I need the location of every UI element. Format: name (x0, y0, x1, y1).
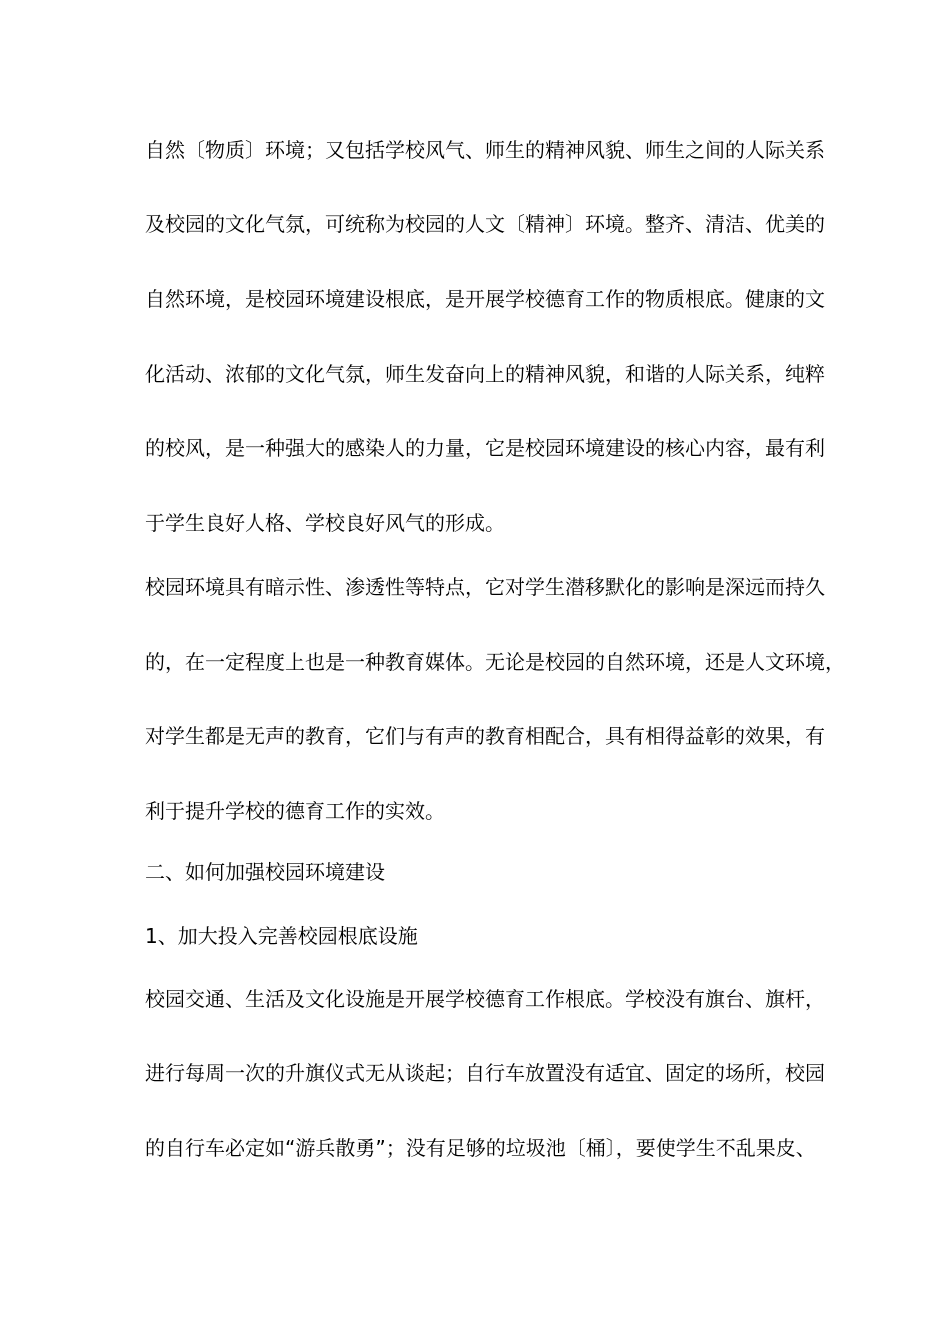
paragraph-line: 对学生都是无声的教育，它们与有声的教育相配合，具有相得益彰的效果，有 (145, 724, 825, 748)
paragraph-line: 化活动、浓郁的文化气氛，师生发奋向上的精神风貌，和谐的人际关系，纯粹 (145, 362, 825, 386)
paragraph-line: 的自行车必定如“游兵散勇”；没有足够的垃圾池〔桶〕，要使学生不乱果皮、 (145, 1136, 816, 1160)
paragraph-line: 于学生良好人格、学校良好风气的形成。 (145, 511, 505, 535)
paragraph-line: 的，在一定程度上也是一种教育媒体。无论是校园的自然环境，还是人文环境， (145, 650, 845, 674)
paragraph-line: 自然环境，是校园环境建设根底，是开展学校德育工作的物质根底。健康的文 (145, 287, 825, 311)
section-heading: 二、如何加强校园环境建设 (145, 860, 385, 884)
paragraph-line: 进行每周一次的升旗仪式无从谈起；自行车放置没有适宜、固定的场所，校园 (145, 1061, 825, 1085)
paragraph-line: 利于提升学校的德育工作的实效。 (145, 799, 445, 823)
subsection-heading: 1、加大投入完善校园根底设施 (145, 924, 418, 948)
paragraph-line: 校园交通、生活及文化设施是开展学校德育工作根底。学校没有旗台、旗杆， (145, 987, 825, 1011)
paragraph-line: 自然〔物质〕环境；又包括学校风气、师生的精神风貌、师生之间的人际关系 (145, 138, 825, 162)
paragraph-line: 及校园的文化气氛，可统称为校园的人文〔精神〕环境。整齐、清洁、优美的 (145, 212, 825, 236)
paragraph-line: 的校风，是一种强大的感染人的力量，它是校园环境建设的核心内容，最有利 (145, 436, 825, 460)
paragraph-line: 校园环境具有暗示性、渗透性等特点，它对学生潜移默化的影响是深远而持久 (145, 575, 825, 599)
